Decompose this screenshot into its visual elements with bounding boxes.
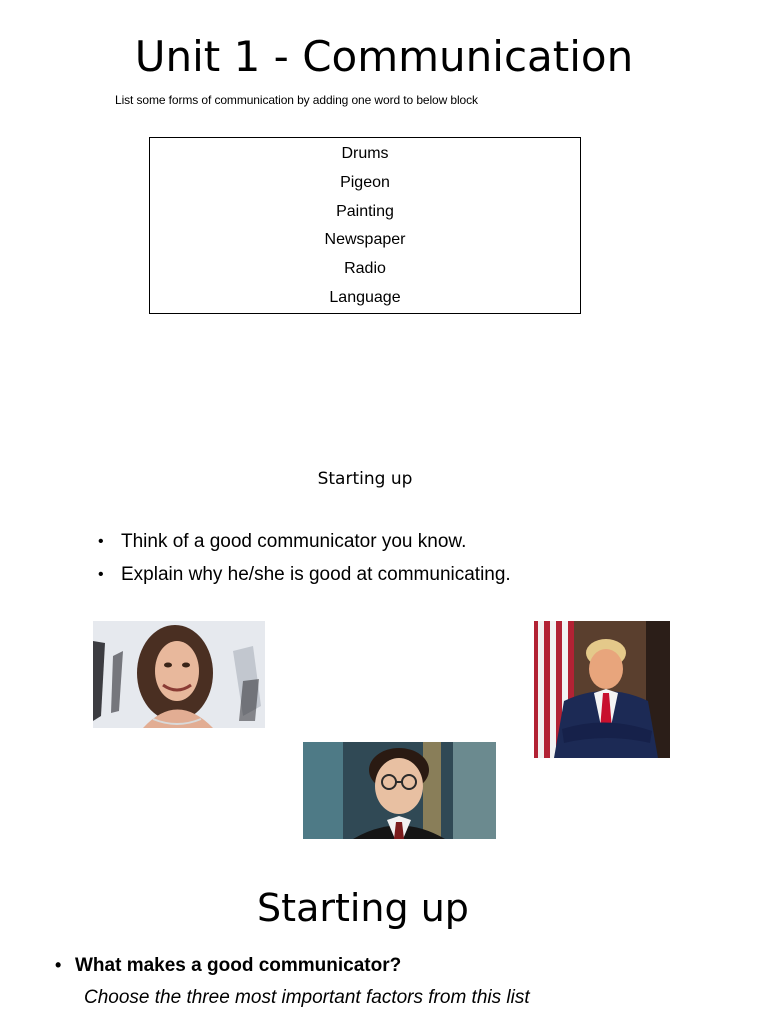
photo-man <box>534 621 670 758</box>
word-item: Radio <box>344 260 386 278</box>
bullet-item: • Explain why he/she is good at communicating. <box>98 558 511 591</box>
word-item: Language <box>329 288 401 306</box>
section-heading-2: Starting up <box>257 886 469 930</box>
section-heading: Starting up <box>317 469 413 489</box>
word-item: Newspaper <box>324 231 406 249</box>
bullet-item: • Think of a good communicator you know. <box>98 525 511 558</box>
question-bullet: • What makes a good communicator? <box>55 953 401 979</box>
word-item: Painting <box>336 202 394 220</box>
instruction-text: List some forms of communication by adding one word to below block <box>115 93 478 107</box>
choose-instruction: Choose the three most important factors from this list <box>84 987 530 1008</box>
photo-woman <box>93 621 265 728</box>
bullet-list <box>98 525 511 591</box>
photo-boy <box>303 742 496 839</box>
word-item: Drums <box>341 145 389 162</box>
page-title: Unit 1 - Communication <box>134 32 634 81</box>
word-item: Pigeon <box>340 173 390 191</box>
word-box <box>149 137 581 314</box>
